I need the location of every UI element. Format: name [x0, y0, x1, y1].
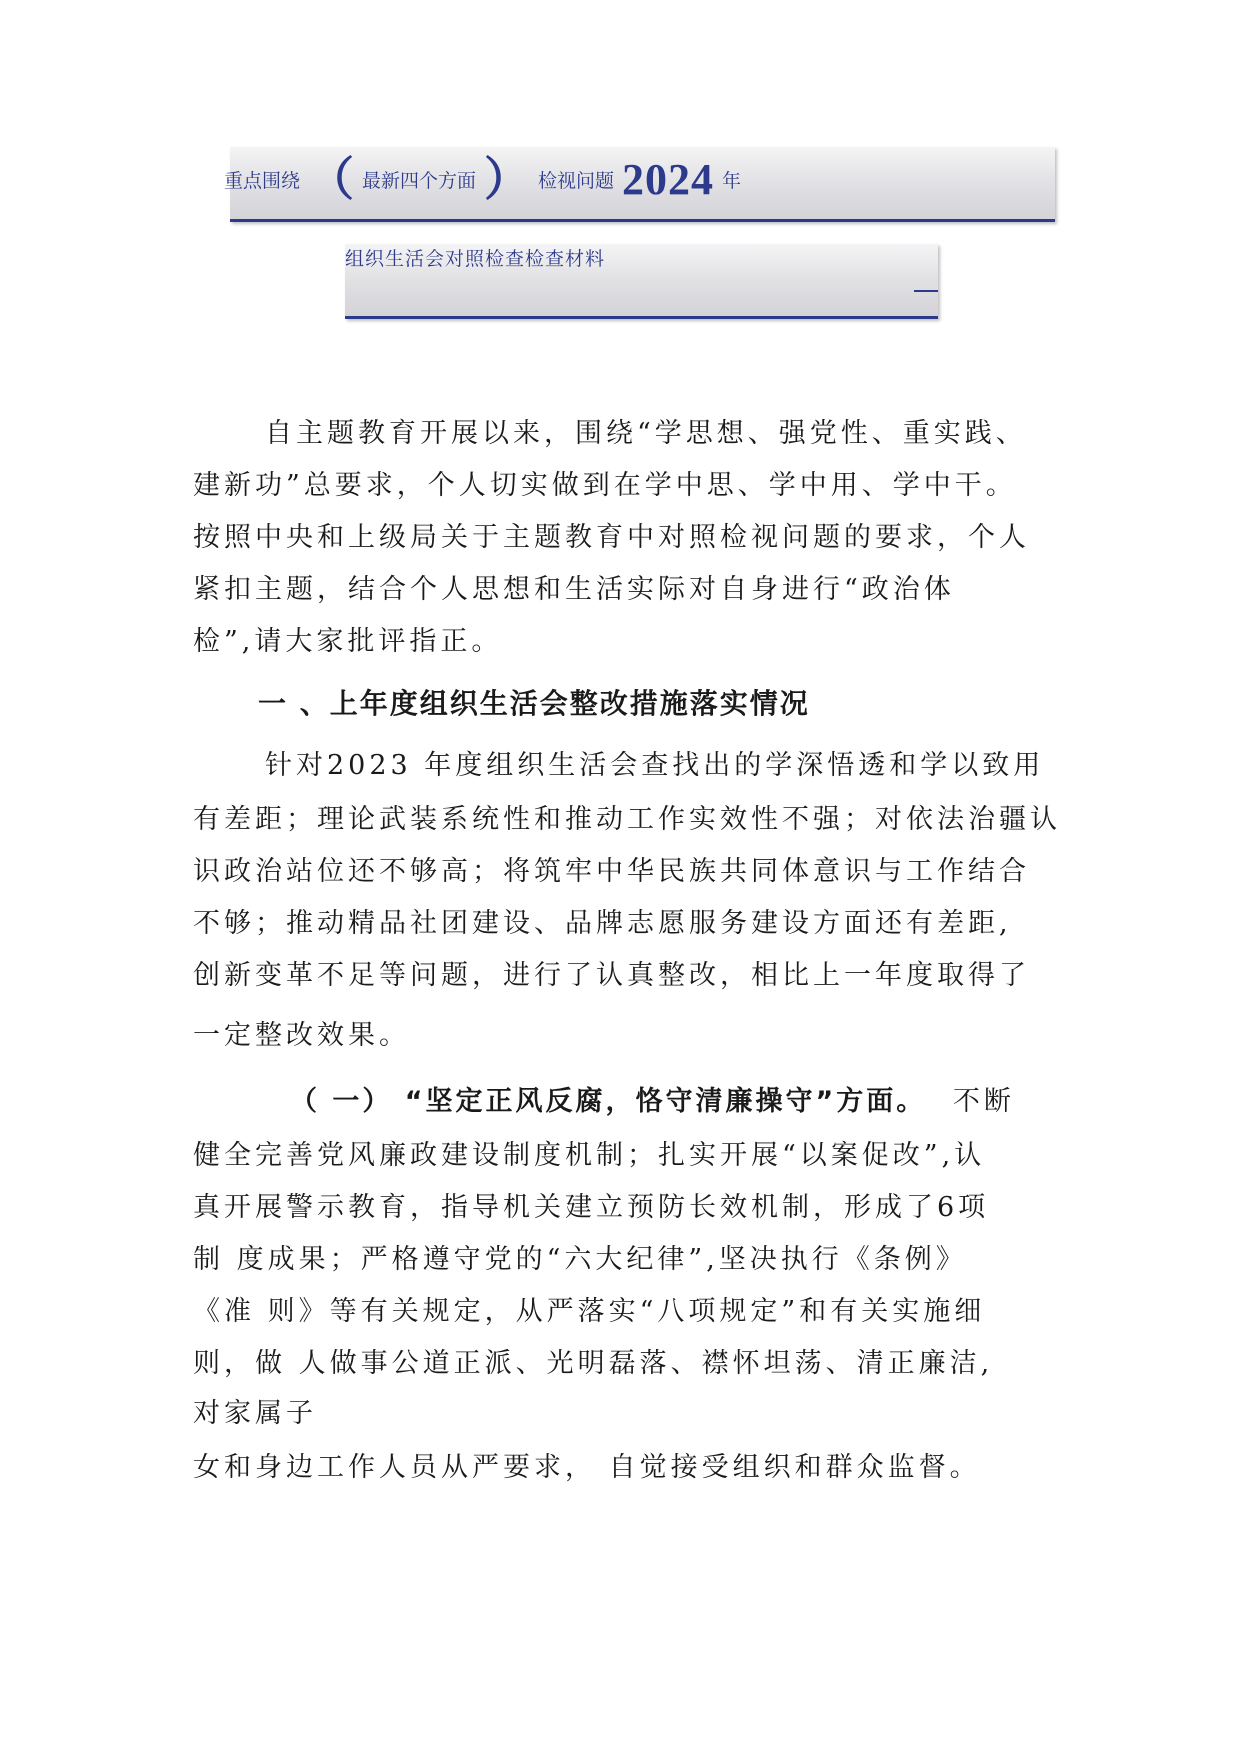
- title-part2: 最新四个方面: [362, 169, 477, 192]
- title-part4: 年: [722, 169, 742, 192]
- title-paren-close: ）: [484, 152, 531, 206]
- title-part1: 重点围绕: [224, 169, 301, 192]
- document-title: [224, 148, 741, 210]
- subsection1-line-7: 女和身边工作人员从严要求， 自觉接受组织和群众监督。: [193, 1452, 981, 1483]
- title-year: 2024: [622, 154, 715, 204]
- subsection1-heading-tail: 不断: [952, 1086, 1015, 1117]
- subsection1-heading-line: [290, 1088, 1015, 1115]
- intro-line-3: 按照中央和上级局关于主题教育中对照检视问题的要求，个人: [193, 522, 1030, 553]
- banner-accent-line: [914, 290, 938, 292]
- subsection1-line-6: 对家属子: [193, 1398, 317, 1429]
- section1-line-2: 有差距；理论武装系统性和推动工作实效性不强；对依法治疆认: [193, 804, 1061, 835]
- intro-line-5: 检”,请大家批评指正。: [193, 626, 503, 657]
- intro-line-2: 建新功”总要求，个人切实做到在学中思、学中用、学中干。: [193, 470, 1017, 501]
- intro-line-1: 自主题教育开展以来，围绕“学思想、强党性、重实践、: [265, 418, 1027, 449]
- subsection1-line-2: 真开展警示教育，指导机关建立预防长效机制，形成了6项: [193, 1192, 990, 1223]
- section1-line-6: 一定整改效果。: [193, 1020, 410, 1051]
- section1-line-5: 创新变革不足等问题，进行了认真整改，相比上一年度取得了: [193, 960, 1030, 991]
- intro-line-4: 紧扣主题，结合个人思想和生活实际对自身进行“政治体: [193, 574, 955, 605]
- section1-line-3: 识政治站位还不够高；将筑牢中华民族共同体意识与工作结合: [193, 856, 1030, 887]
- document-subtitle: 组织生活会对照检查检查材料: [345, 248, 606, 270]
- subsection1-line-4: 《准 则》等有关规定，从严落实“八项规定”和有关实施细: [193, 1296, 986, 1327]
- section1-line-4: 不够；推动精品社团建设、品牌志愿服务建设方面还有差距,: [193, 908, 1012, 939]
- section1-heading: 一 、上年度组织生活会整改措施落实情况: [258, 687, 810, 720]
- subsection1-line-5: 则，做 人做事公道正派、光明磊落、襟怀坦荡、清正廉洁,: [193, 1348, 994, 1379]
- subsection1-heading: （ 一） “坚定正风反腐，恪守清廉操守”方面。: [290, 1086, 927, 1117]
- title-part3: 检视问题: [538, 169, 615, 192]
- section1-line-1: 针对2023 年度组织生活会查找出的学深悟透和学以致用: [265, 750, 1045, 781]
- subsection1-line-3: 制 度成果；严格遵守党的“六大纪律”,坚决执行《条例》: [193, 1244, 967, 1275]
- subsection1-line-1: 健全完善党风廉政建设制度机制；扎实开展“以案促改”,认: [193, 1140, 986, 1171]
- title-paren-open: （: [308, 152, 355, 206]
